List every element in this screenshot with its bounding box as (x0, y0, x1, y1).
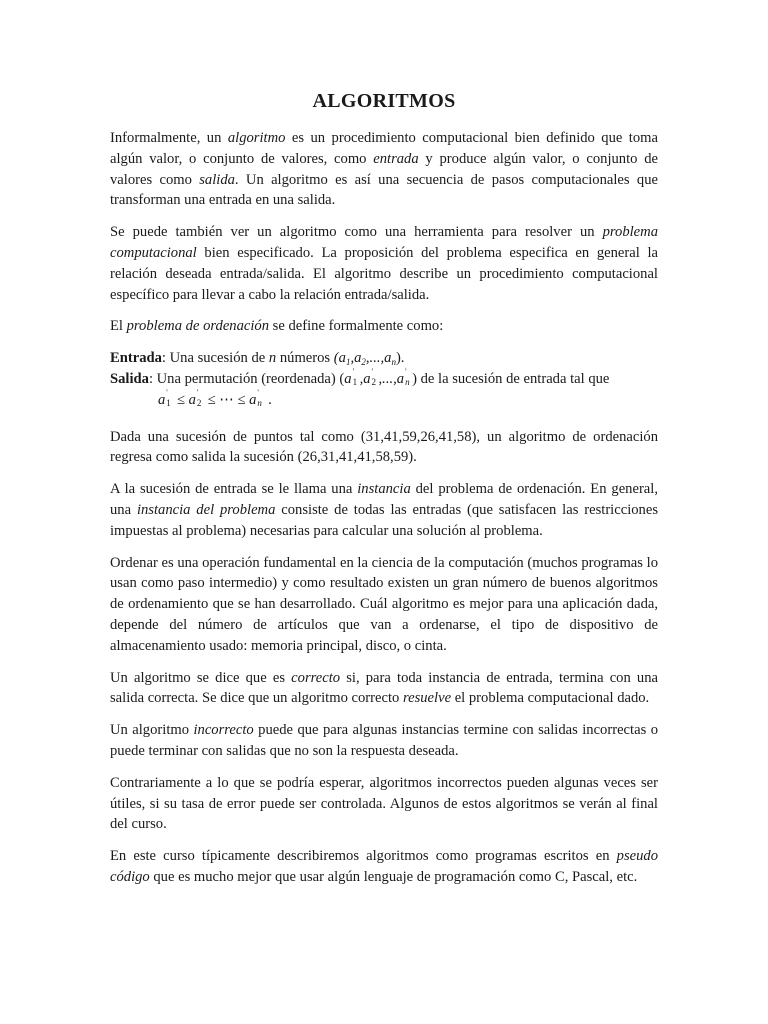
subscript: n (257, 397, 262, 408)
text: si, para toda instancia de entrada, termina con una salida correcta. Se dice que un algoritmo correcto (110, 669, 658, 707)
text: bien especificado. La proposición del problema especifica en general la relación deseada entrada/salida. El algoritmo describe un procedimiento computacional específico para llevar a cabo la relación entrada/salida. (110, 244, 658, 303)
text: A la sucesión de entrada se le llama una (110, 481, 358, 498)
subscript: 1 (352, 376, 358, 387)
term-instancia: instancia (357, 481, 411, 498)
paren: ( (333, 350, 339, 367)
paragraph-correct (110, 668, 658, 710)
text: el problema computacional dado. (451, 690, 650, 707)
term-salida: salida (199, 171, 235, 188)
paren: ). (395, 350, 405, 367)
text: de la sucesión de entrada tal que (416, 370, 610, 387)
var-a: a (354, 350, 362, 367)
subscript: 2 (371, 376, 377, 387)
subsup (196, 387, 204, 408)
text: Un algoritmo (110, 722, 194, 739)
text: consiste de todas las entradas (que satisfacen las restricciones impuestas al problema) necesarias para calcular una solución al problema. (110, 501, 659, 539)
text: se define formalmente como: (269, 318, 444, 335)
var-a: a (249, 391, 257, 408)
term-algoritmo: algoritmo (227, 130, 286, 146)
document-title: ALGORITMOS (312, 90, 456, 112)
text: : Una permutación (reordenada) (148, 370, 340, 387)
salida-line (110, 366, 658, 390)
prime: ' (257, 387, 259, 397)
paragraph-useful-incorrect: Contrariamente a lo que se podría esperar, algoritmos incorrectos pueden algunas veces ser útiles, si su tasa de error puede ser controlada. Algunos de estos algoritmos se verán al final del curso. (110, 774, 658, 833)
subscript: n (391, 357, 396, 368)
subscript: 1 (166, 397, 171, 408)
entrada-line (110, 348, 658, 369)
prime: ' (371, 366, 373, 376)
text: : Una sucesión de (161, 350, 269, 367)
text: Se puede también ver un algoritmo como una herramienta para resolver un (110, 224, 603, 241)
paren: ) (412, 370, 417, 387)
text: . Un algoritmo es así una secuencia de pasos computacionales que transforman una entrada en una salida. (110, 171, 658, 209)
output-sequence (339, 366, 417, 387)
var-a: a (363, 370, 371, 387)
sep: , (359, 370, 364, 387)
text: Un algoritmo se dice que es (110, 669, 292, 686)
term-pseudo-codigo: pseudo código (110, 848, 658, 885)
term-incorrecto: incorrecto (193, 722, 254, 739)
term-problema-ordenacion: problema de ordenación (126, 318, 270, 335)
var-a: a (338, 350, 346, 367)
term-resuelve: resuelve (402, 690, 452, 707)
paragraph-example: Dada una sucesión de puntos tal como (31,41,59,26,41,58), un algoritmo de ordenación regresa como salida la sucesión (26,31,41,41,58,59). (110, 428, 658, 466)
text: puede que para algunas instancias termine con salidas incorrectas o puede terminar con salidas que no son la respuesta deseada. (110, 722, 658, 759)
var-a: a (396, 370, 405, 387)
inequality-chain (158, 387, 272, 408)
text: El (110, 318, 127, 335)
prime: ' (196, 387, 199, 397)
prime: ' (405, 366, 407, 376)
paragraph-instance (110, 479, 658, 541)
subsup (256, 387, 264, 408)
leq: ≤ (173, 391, 189, 408)
var-a: a (188, 391, 196, 408)
text: Informalmente, un (110, 130, 228, 146)
entrada-label: Entrada (110, 350, 162, 367)
text: y produce algún valor, o conjunto de valores como (110, 150, 658, 188)
term-correcto: correcto (291, 669, 341, 686)
input-sequence (334, 350, 405, 366)
subscript: n (405, 376, 410, 387)
term-problema-computacional: problema computacional (110, 224, 658, 261)
term-instancia-problema: instancia del problema (136, 501, 276, 518)
subscript: 1 (345, 357, 351, 368)
paragraph-sorting-importance: Ordenar es una operación fundamental en la ciencia de la computación (muchos programas lo usan como paso intermedio) y como resultado existen un gran número de buenos algoritmos de ordenamiento que se han desarrollado. Cuál algoritmo es mejor para una aplicación dada, depende del número de artículos que van a ordenarse, el tipo de dispositivo de almacenamiento usado: memoria principal, disco, o cinta. (110, 554, 658, 654)
text: números (276, 350, 334, 367)
paragraph-tool (110, 222, 658, 305)
subsup (352, 366, 360, 387)
subscript: 2 (196, 397, 202, 408)
text: que es mucho mejor que usar algún lenguaje de programación como C, Pascal, etc. (149, 868, 638, 885)
document-page (110, 88, 658, 899)
term-entrada: entrada (373, 150, 419, 167)
paragraph-definition (110, 128, 658, 211)
math-n: n (268, 350, 277, 367)
paragraph-incorrect (110, 720, 658, 762)
ellipsis: ,..., (378, 370, 397, 387)
salida-condition (110, 387, 658, 411)
subsup (165, 387, 173, 408)
var-a: a (158, 391, 166, 408)
var-a: a (344, 370, 352, 387)
subscript: 2 (361, 357, 366, 368)
text: del problema de ordenación. En general, una (110, 481, 658, 518)
leq-cdots: ≤ ⋯ ≤ (207, 391, 250, 408)
paragraph-pseudocode (110, 846, 658, 888)
prime: ' (166, 387, 168, 397)
subsup (371, 366, 379, 387)
period: . (264, 391, 272, 408)
text: es un procedimiento computacional bien definido que toma algún valor, o conjunto de valores, como (110, 130, 658, 167)
paren: ( (339, 370, 345, 387)
prime: ' (352, 366, 355, 376)
salida-label: Salida (110, 370, 149, 387)
paragraph-sorting-problem (110, 316, 658, 337)
subsup (404, 366, 412, 387)
var-a: a (384, 350, 392, 367)
text: En este curso típicamente describiremos algoritmos como programas escritos en (110, 848, 617, 865)
ellipsis: ,..., (365, 350, 385, 367)
sep: , (350, 350, 355, 367)
